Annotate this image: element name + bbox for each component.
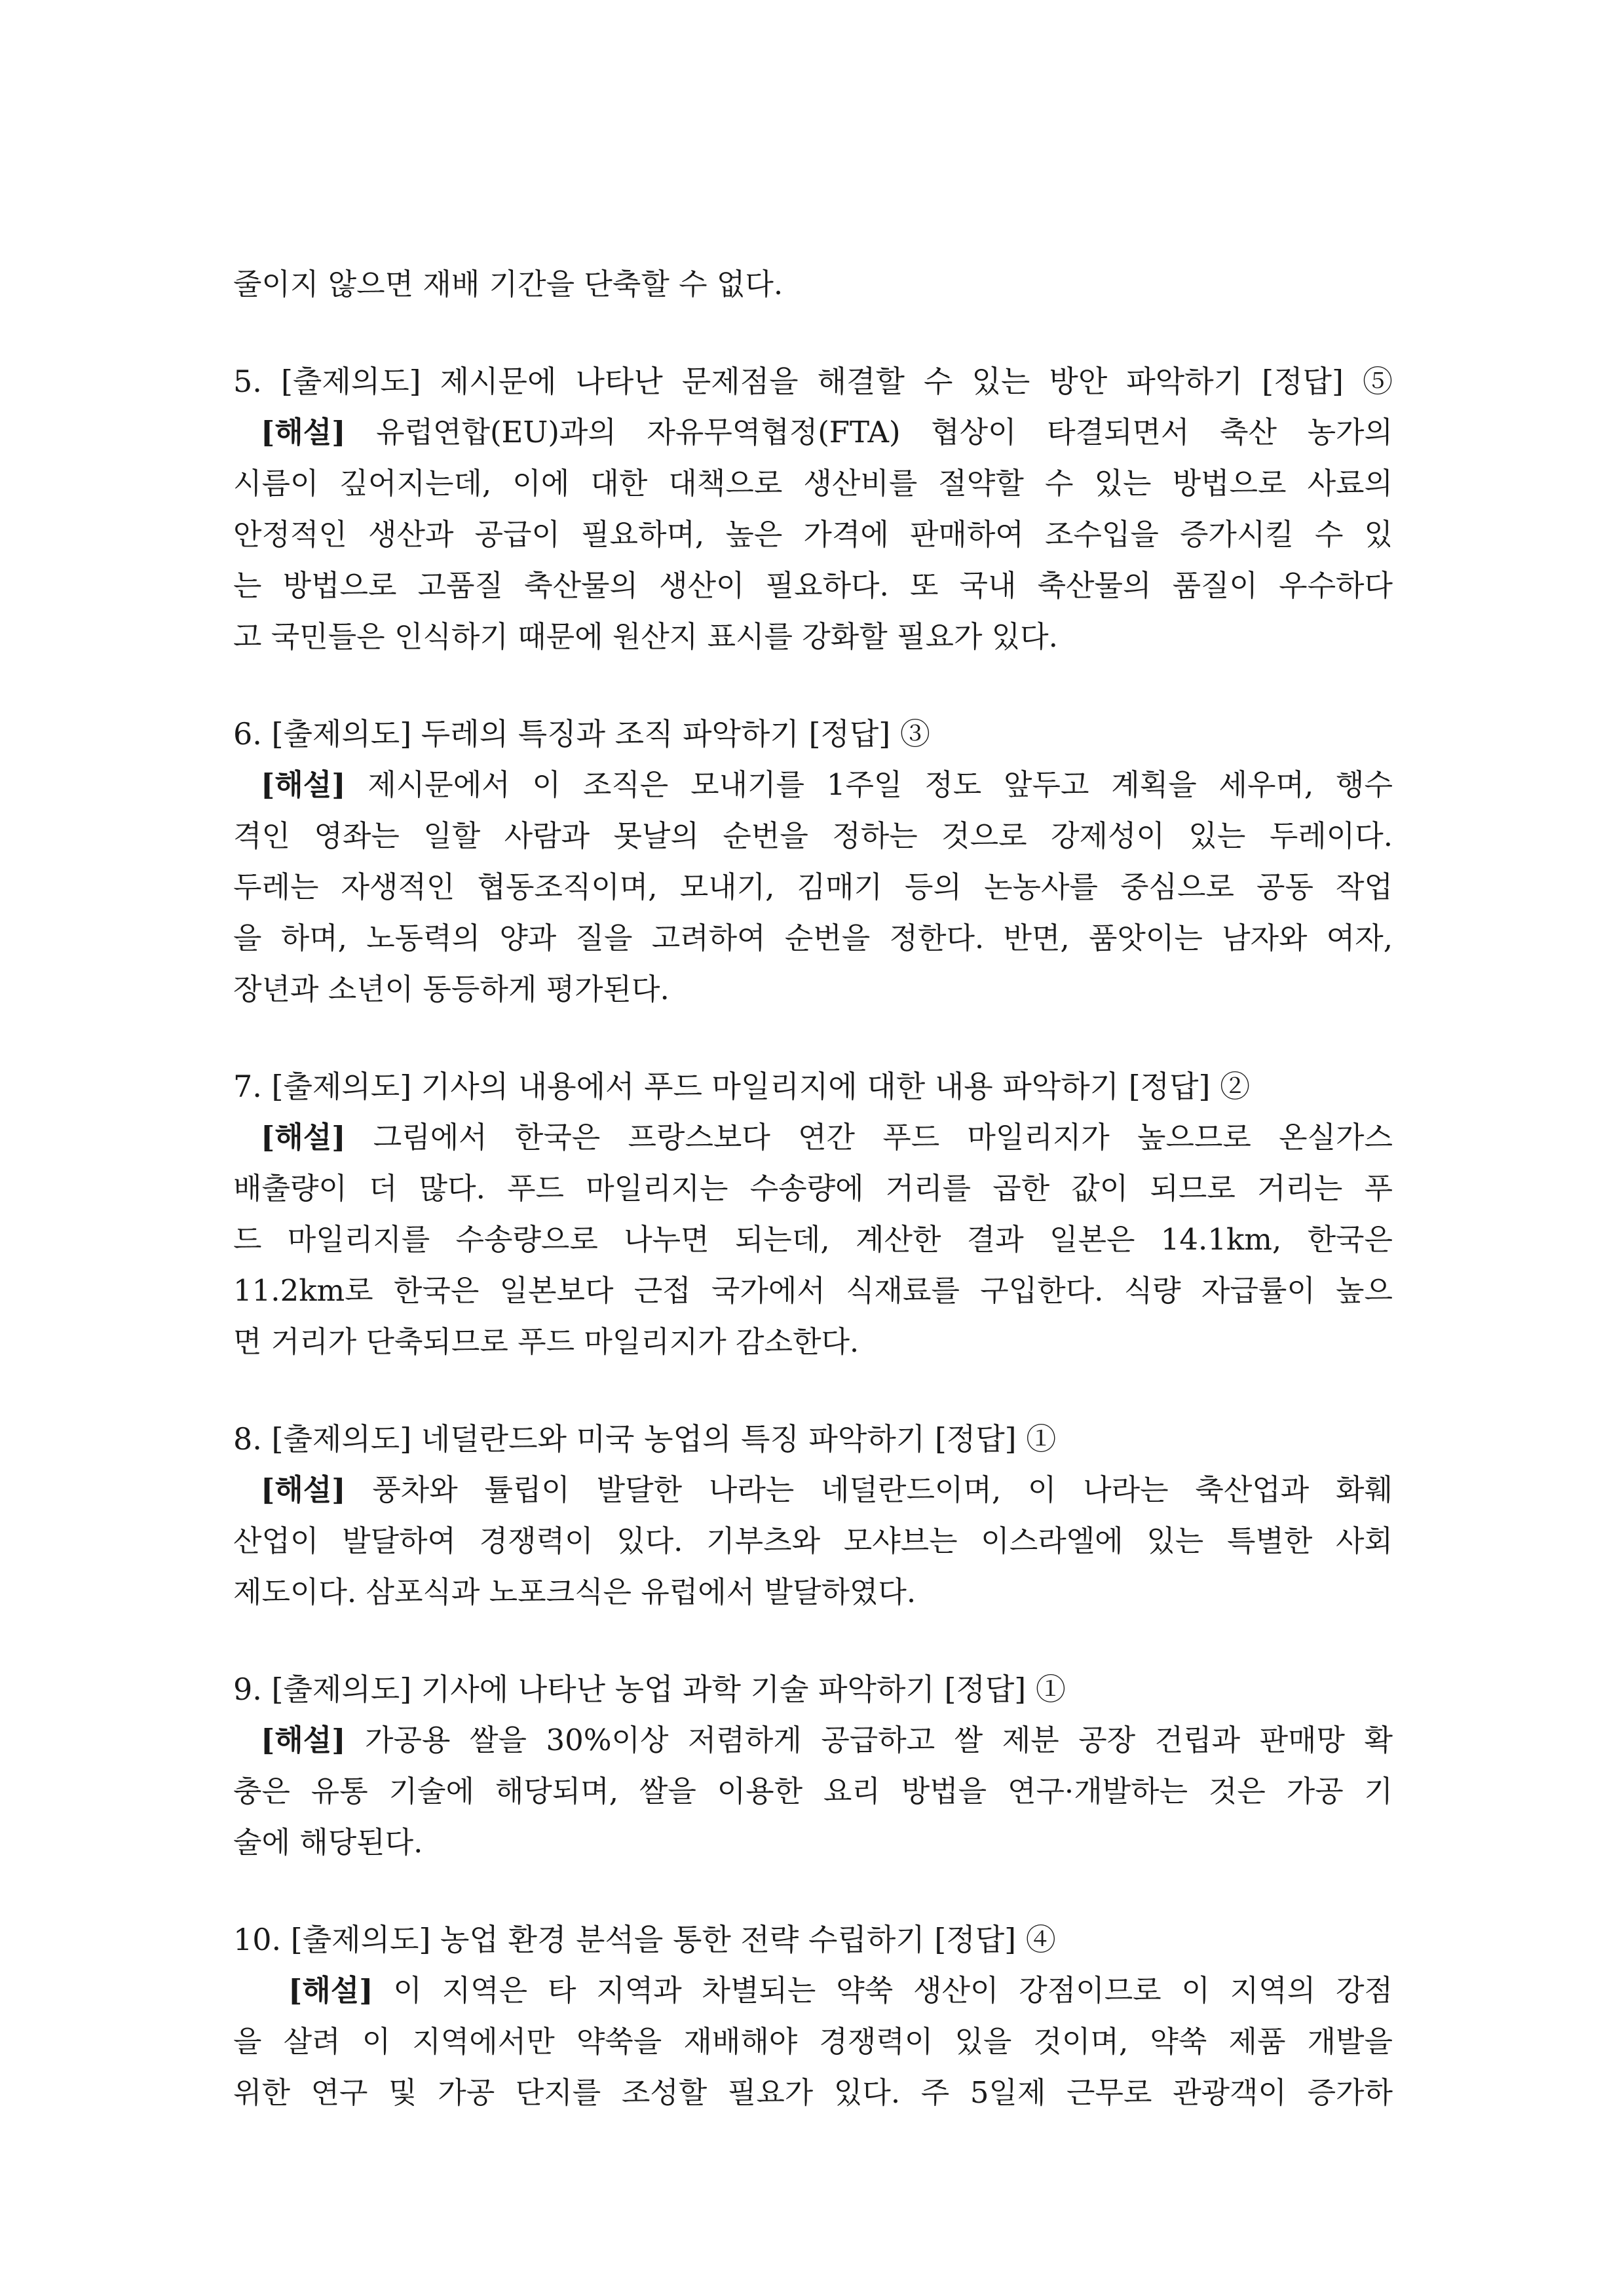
answer-block-7: [233, 1061, 1393, 1368]
answer-heading: 5. [출제의도] 제시문에 나타난 문제점을 해결할 수 있는 방안 파악하기 [정답] ⑤: [233, 364, 1393, 399]
answer-block-6: [233, 708, 1393, 1015]
explanation-line: [해설] 유럽연합(EU)과의 자유무역협정(FTA) 협상이 타결되면서 축산 농가의: [261, 415, 1393, 450]
explanation-label: [해설]: [261, 1120, 346, 1155]
document-page: [233, 259, 1393, 2118]
explanation-line: 고 국민들은 인식하기 때문에 원산지 표시를 강화할 필요가 있다.: [233, 619, 1058, 654]
answer-heading: 8. [출제의도] 네덜란드와 미국 농업의 특징 파악하기 [정답] ①: [233, 1421, 1057, 1457]
explanation-line: [해설] 그림에서 한국은 프랑스보다 연간 푸드 마일리지가 높으므로 온실가스: [261, 1120, 1393, 1155]
explanation-line: 시름이 깊어지는데, 이에 대한 대책으로 생산비를 절약할 수 있는 방법으로 사료의: [233, 466, 1393, 501]
explanation-label: [해설]: [261, 1472, 346, 1507]
answer-heading: 9. [출제의도] 기사에 나타난 농업 과학 기술 파악하기 [정답] ①: [233, 1672, 1066, 1707]
explanation-line: [해설] 이 지역은 타 지역과 차별되는 약쑥 생산이 강점이므로 이 지역의 강점: [288, 1973, 1393, 2008]
answer-heading: 10. [출제의도] 농업 환경 분석을 통한 전략 수립하기 [정답] ④: [233, 1922, 1056, 1957]
explanation-line: 드 마일리지를 수송량으로 나누면 되는데, 계산한 결과 일본은 14.1km, 한국은: [233, 1222, 1393, 1257]
explanation-label: [해설]: [261, 1723, 346, 1757]
explanation-label: [해설]: [261, 415, 346, 450]
explanation-line: [해설] 제시문에서 이 조직은 모내기를 1주일 정도 앞두고 계획을 세우며, 행수: [261, 767, 1393, 802]
explanation-line: 안정적인 생산과 공급이 필요하며, 높은 가격에 판매하여 조수입을 증가시킬 수 있: [233, 517, 1393, 552]
explanation-line: 두레는 자생적인 협동조직이며, 모내기, 김매기 등의 논농사를 중심으로 공동 작업: [233, 870, 1393, 904]
explanation-line: [해설] 풍차와 튤립이 발달한 나라는 네덜란드이며, 이 나라는 축산업과 화훼: [261, 1472, 1393, 1507]
explanation-line: 술에 해당된다.: [233, 1825, 423, 1860]
explanation-line: 11.2km로 한국은 일본보다 근접 국가에서 식재료를 구입한다. 식량 자급률이 높으: [233, 1273, 1393, 1308]
answer-heading: 7. [출제의도] 기사의 내용에서 푸드 마일리지에 대한 내용 파악하기 [정답] ②: [233, 1069, 1251, 1104]
explanation-line: 제도이다. 삼포식과 노포크식은 유럽에서 발달하였다.: [233, 1575, 916, 1609]
explanation-line: 위한 연구 및 가공 단지를 조성할 필요가 있다. 주 5일제 근무로 관광객이 증가하: [233, 2075, 1393, 2110]
explanation-line: 배출량이 더 많다. 푸드 마일리지는 수송량에 거리를 곱한 값이 되므로 거리는 푸: [233, 1171, 1393, 1206]
explanation-line: 을 하며, 노동력의 양과 질을 고려하여 순번을 정한다. 반면, 품앗이는 남자와 여자,: [233, 921, 1393, 955]
explanation-label: [해설]: [288, 1973, 373, 2008]
explanation-line: 산업이 발달하여 경쟁력이 있다. 기부츠와 모샤브는 이스라엘에 있는 특별한 사회: [233, 1523, 1393, 1558]
answer-block-9: [233, 1664, 1393, 1868]
explanation-line: 격인 영좌는 일할 사람과 못날의 순번을 정하는 것으로 강제성이 있는 두레이다.: [233, 818, 1393, 853]
explanation-line: 충은 유통 기술에 해당되며, 쌀을 이용한 요리 방법을 연구·개발하는 것은 가공 기: [233, 1774, 1393, 1808]
explanation-line: [해설] 가공용 쌀을 30%이상 저렴하게 공급하고 쌀 제분 공장 건립과 판매망 확: [261, 1723, 1393, 1757]
answer-block-5: [233, 356, 1393, 662]
answer-block-10: [233, 1914, 1393, 2118]
answer-block-8: [233, 1413, 1393, 1618]
explanation-line: 장년과 소년이 동등하게 평가된다.: [233, 972, 670, 1006]
explanation-line: 을 살려 이 지역에서만 약쑥을 재배해야 경쟁력이 있을 것이며, 약쑥 제품 개발을: [233, 2024, 1393, 2059]
explanation-line: 면 거리가 단축되므로 푸드 마일리지가 감소한다.: [233, 1324, 859, 1359]
continuation-line: 줄이지 않으면 재배 기간을 단축할 수 없다.: [233, 267, 784, 301]
answer-heading: 6. [출제의도] 두레의 특징과 조직 파악하기 [정답] ③: [233, 716, 930, 752]
explanation-line: 는 방법으로 고품질 축산물의 생산이 필요하다. 또 국내 축산물의 품질이 우수하다: [233, 568, 1393, 603]
explanation-label: [해설]: [261, 767, 346, 802]
